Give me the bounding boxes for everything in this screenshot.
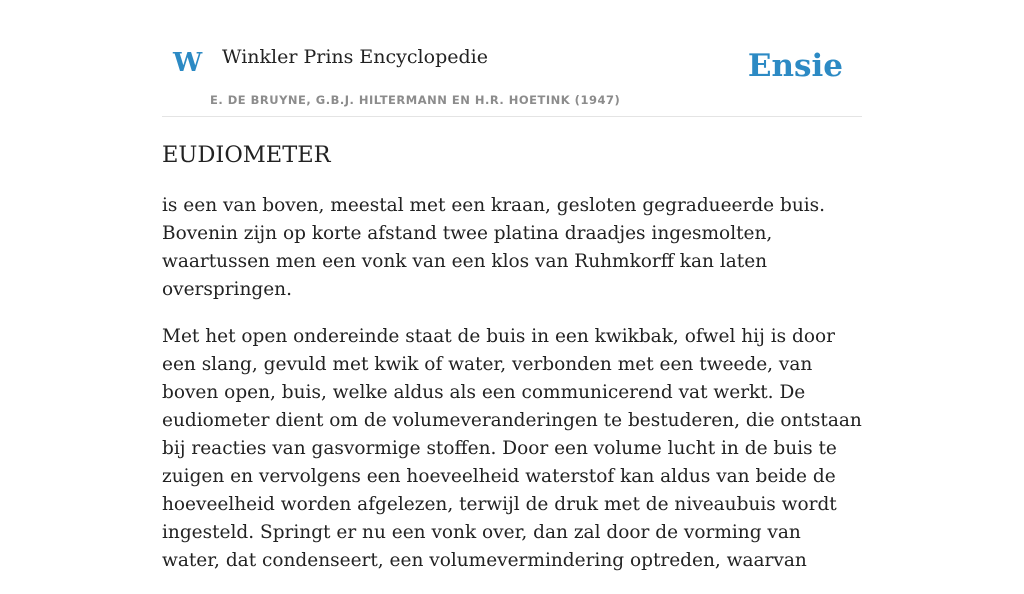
winkler-prins-logo[interactable]: W <box>173 48 203 78</box>
source-title[interactable]: Winkler Prins Encyclopedie <box>222 46 488 68</box>
entry-title: EUDIOMETER <box>162 142 331 168</box>
site-header <box>162 0 862 117</box>
body-paragraph: is een van boven, meestal met een kraan, gesloten gegradueerde buis. Bovenin zijn op korte afstand twee platina draadjes ingesmolten, waartussen men een vonk van een klos van Ruhmkorff kan laten overspringen. <box>162 195 826 300</box>
ensie-logo[interactable]: Ensie <box>747 48 843 84</box>
page <box>162 0 862 571</box>
body-paragraph: Met het open ondereinde staat de buis in een kwikbak, ofwel hij is door een slang, gevuld met kwik of water, verbonden met een tweede, van boven open, buis, welke aldus als een communicerend vat werkt. De eudiometer dient om de volumeveranderingen te bestuderen, die ontstaan bij reacties van gasvormige stoffen. Door een volume lucht in de buis te zuigen en vervolgens een hoeveelheid waterstof kan aldus van beide de hoeveelheid worden afgelezen, terwijl de druk met de niveaubuis wordt ingesteld. Springt er nu een vonk over, dan zal door de vorming van water, dat condenseert, een volumevermindering optreden, waarvan <box>162 326 862 571</box>
source-authors: E. DE BRUYNE, G.B.J. HILTERMANN EN H.R. HOETINK (1947) <box>210 93 621 107</box>
entry-body <box>162 192 862 594</box>
